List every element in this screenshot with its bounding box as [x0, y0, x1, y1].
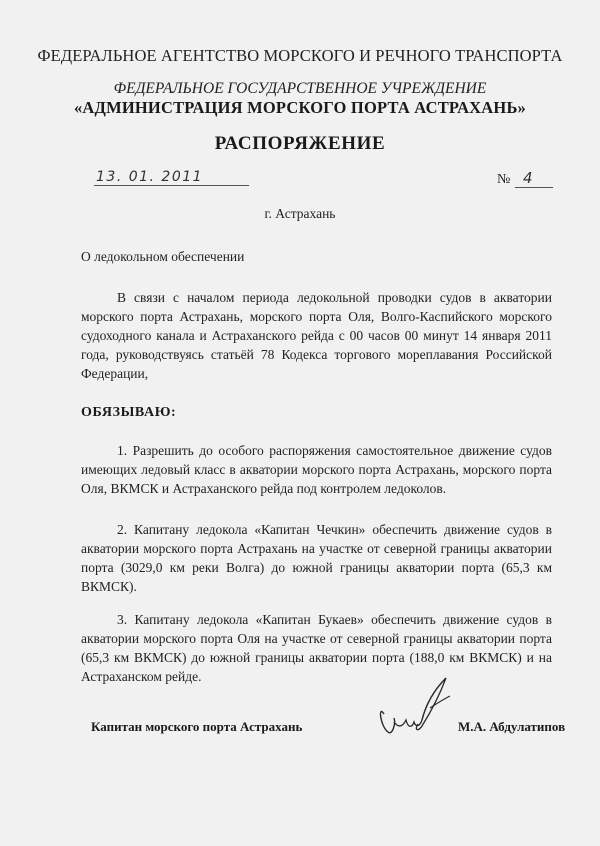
document-subject: О ледокольном обеспечении	[81, 249, 245, 264]
order-item-2: 2. Капитану ледокола «Капитан Чечкин» обеспечить движение судов в акватории морского порта Астрахань на участке от северной границы акватории порта (3029,0 км реки Волга) до южной границы акватории порта (65,3 км ВКМСК).	[81, 522, 552, 594]
document-number-label: №	[497, 172, 511, 187]
number-underline	[515, 186, 553, 188]
institution-type: ФЕДЕРАЛЬНОЕ ГОСУДАРСТВЕННОЕ УЧРЕЖДЕНИЕ	[113, 80, 487, 97]
document-title: РАСПОРЯЖЕНИЕ	[214, 133, 386, 154]
intro-paragraph: В связи с началом периода ледокольной проводки судов в акватории морского порта Астрахань, морского порта Оля, Волго-Каспийского морского судоходного канала и Астраханского рейда с 00 часов 00 минут 14 января 2011 года, руководствуясь статьёй 78 Кодекса торгового мореплавания Российской Федерации,	[81, 290, 552, 381]
order-item-1: 1. Разрешить до особого распоряжения самостоятельное движение судов имеющих ледовый класс в акватории морского порта Астрахань, морского порта Оля, ВКМСК и Астраханского рейда под контролем ледоколов.	[81, 443, 552, 496]
signatory-name: М.А. Абдулатипов	[458, 719, 566, 734]
signatory-position: Капитан морского порта Астрахань	[91, 719, 303, 734]
administration-name: «АДМИНИСТРАЦИЯ МОРСКОГО ПОРТА АСТРАХАНЬ»	[73, 98, 527, 117]
handwritten-signature	[370, 674, 460, 744]
order-item-3: 3. Капитану ледокола «Капитан Букаев» обеспечить движение судов в акватории морского порта Оля на участке от северной границы акватории порта (65,3 км ВКМСК) до южной границы акватории порта (188,0 км ВКМСК) и на Астраханском рейде.	[81, 612, 552, 684]
document-city: г. Астрахань	[264, 206, 336, 221]
date-underline	[94, 184, 249, 186]
obligate-heading: ОБЯЗЫВАЮ:	[81, 405, 177, 420]
agency-name: ФЕДЕРАЛЬНОЕ АГЕНТСТВО МОРСКОГО И РЕЧНОГО ТРАНСПОРТА	[37, 46, 563, 65]
document-number: 4	[523, 169, 533, 187]
document-date: 13. 01. 2011	[96, 169, 204, 185]
